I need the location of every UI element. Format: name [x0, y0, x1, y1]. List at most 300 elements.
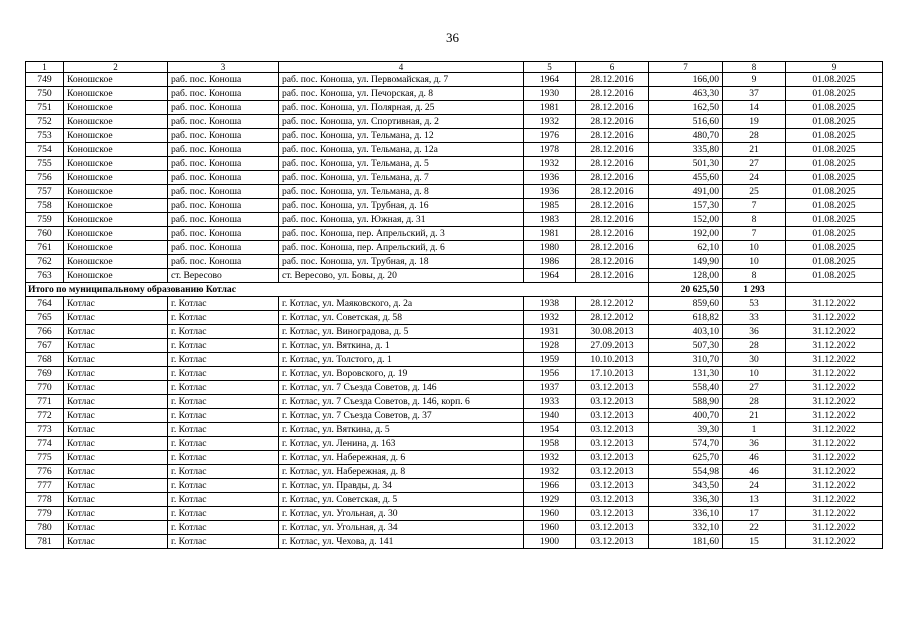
cell-municipality: Котлас [64, 353, 168, 367]
cell-deadline: 31.12.2022 [786, 325, 883, 339]
table-row [26, 199, 883, 213]
cell-recognition-date: 28.12.2016 [576, 227, 649, 241]
cell-area: 400,70 [649, 409, 723, 423]
cell-recognition-date: 03.12.2013 [576, 423, 649, 437]
cell-deadline: 31.12.2022 [786, 465, 883, 479]
cell-recognition-date: 03.12.2013 [576, 451, 649, 465]
cell-locality: г. Котлас [168, 297, 279, 311]
cell-locality: г. Котлас [168, 339, 279, 353]
cell-row-number: 756 [26, 171, 64, 185]
cell-area: 516,60 [649, 115, 723, 129]
cell-address: раб. пос. Коноша, ул. Тельмана, д. 12а [279, 143, 524, 157]
cell-row-number: 775 [26, 451, 64, 465]
cell-residents: 33 [723, 311, 786, 325]
cell-residents: 10 [723, 367, 786, 381]
table-row [26, 255, 883, 269]
cell-residents: 21 [723, 143, 786, 157]
cell-recognition-date: 03.12.2013 [576, 535, 649, 549]
cell-locality: г. Котлас [168, 493, 279, 507]
table-row [26, 493, 883, 507]
table-row [26, 311, 883, 325]
cell-recognition-date: 03.12.2013 [576, 493, 649, 507]
cell-area: 588,90 [649, 395, 723, 409]
cell-deadline: 31.12.2022 [786, 297, 883, 311]
table-row [26, 395, 883, 409]
cell-recognition-date: 03.12.2013 [576, 465, 649, 479]
cell-locality: раб. пос. Коноша [168, 255, 279, 269]
cell-recognition-date: 03.12.2013 [576, 437, 649, 451]
cell-address: г. Котлас, ул. Вяткина, д. 1 [279, 339, 524, 353]
cell-locality: г. Котлас [168, 479, 279, 493]
cell-address: г. Котлас, ул. Набережная, д. 6 [279, 451, 524, 465]
cell-recognition-date: 28.12.2016 [576, 87, 649, 101]
column-header: 4 [279, 62, 524, 73]
cell-locality: г. Котлас [168, 325, 279, 339]
cell-row-number: 778 [26, 493, 64, 507]
table-row [26, 409, 883, 423]
cell-address: г. Котлас, ул. Правды, д. 34 [279, 479, 524, 493]
cell-row-number: 772 [26, 409, 64, 423]
cell-year-built: 1958 [524, 437, 576, 451]
cell-address: г. Котлас, ул. Маяковского, д. 2а [279, 297, 524, 311]
cell-residents: 53 [723, 297, 786, 311]
municipality-total-row [26, 283, 883, 297]
cell-locality: ст. Вересово [168, 269, 279, 283]
cell-residents: 24 [723, 171, 786, 185]
cell-municipality: Котлас [64, 297, 168, 311]
column-header: 1 [26, 62, 64, 73]
cell-address: раб. пос. Коноша, ул. Южная, д. 31 [279, 213, 524, 227]
cell-municipality: Котлас [64, 395, 168, 409]
cell-deadline: 31.12.2022 [786, 437, 883, 451]
cell-locality: раб. пос. Коноша [168, 241, 279, 255]
cell-area: 859,60 [649, 297, 723, 311]
cell-address: г. Котлас, ул. Вяткина, д. 5 [279, 423, 524, 437]
cell-recognition-date: 28.12.2016 [576, 171, 649, 185]
cell-year-built: 1930 [524, 87, 576, 101]
cell-deadline: 01.08.2025 [786, 171, 883, 185]
cell-municipality: Коношское [64, 157, 168, 171]
cell-year-built: 1966 [524, 479, 576, 493]
cell-municipality: Коношское [64, 269, 168, 283]
cell-municipality: Котлас [64, 367, 168, 381]
cell-area: 554,98 [649, 465, 723, 479]
cell-recognition-date: 03.12.2013 [576, 479, 649, 493]
cell-municipality: Коношское [64, 199, 168, 213]
cell-locality: г. Котлас [168, 409, 279, 423]
cell-residents: 24 [723, 479, 786, 493]
cell-deadline: 01.08.2025 [786, 129, 883, 143]
cell-row-number: 780 [26, 521, 64, 535]
cell-year-built: 1986 [524, 255, 576, 269]
cell-municipality: Коношское [64, 87, 168, 101]
housing-register-table [25, 61, 883, 549]
cell-address: г. Котлас, ул. Виноградова, д. 5 [279, 325, 524, 339]
cell-address: раб. пос. Коноша, ул. Тельмана, д. 12 [279, 129, 524, 143]
cell-address: раб. пос. Коноша, ул. Тельмана, д. 8 [279, 185, 524, 199]
cell-row-number: 774 [26, 437, 64, 451]
cell-area: 332,10 [649, 521, 723, 535]
cell-municipality: Котлас [64, 521, 168, 535]
cell-recognition-date: 28.12.2016 [576, 115, 649, 129]
cell-recognition-date: 28.12.2016 [576, 241, 649, 255]
cell-year-built: 1964 [524, 73, 576, 87]
cell-residents: 7 [723, 199, 786, 213]
cell-row-number: 762 [26, 255, 64, 269]
cell-address: г. Котлас, ул. 7 Съезда Советов, д. 146 [279, 381, 524, 395]
cell-area: 152,00 [649, 213, 723, 227]
cell-row-number: 758 [26, 199, 64, 213]
cell-deadline: 31.12.2022 [786, 451, 883, 465]
column-header: 6 [576, 62, 649, 73]
cell-locality: г. Котлас [168, 451, 279, 465]
cell-address: раб. пос. Коноша, ул. Трубная, д. 18 [279, 255, 524, 269]
cell-residents: 28 [723, 339, 786, 353]
cell-address: г. Котлас, ул. Ленина, д. 163 [279, 437, 524, 451]
cell-year-built: 1985 [524, 199, 576, 213]
cell-area: 455,60 [649, 171, 723, 185]
cell-deadline: 31.12.2022 [786, 535, 883, 549]
cell-year-built: 1937 [524, 381, 576, 395]
cell-recognition-date: 28.12.2016 [576, 199, 649, 213]
cell-municipality: Котлас [64, 535, 168, 549]
cell-deadline: 01.08.2025 [786, 213, 883, 227]
cell-row-number: 751 [26, 101, 64, 115]
table-row [26, 479, 883, 493]
cell-recognition-date: 27.09.2013 [576, 339, 649, 353]
total-label: Итого по муниципальному образованию Котлас [26, 283, 649, 297]
cell-residents: 9 [723, 73, 786, 87]
cell-locality: раб. пос. Коноша [168, 157, 279, 171]
cell-address: г. Котлас, ул. Советская, д. 58 [279, 311, 524, 325]
cell-area: 149,90 [649, 255, 723, 269]
cell-recognition-date: 28.12.2016 [576, 269, 649, 283]
cell-address: г. Котлас, ул. Толстого, д. 1 [279, 353, 524, 367]
cell-deadline: 01.08.2025 [786, 73, 883, 87]
cell-deadline: 31.12.2022 [786, 493, 883, 507]
cell-locality: раб. пос. Коноша [168, 115, 279, 129]
cell-locality: г. Котлас [168, 465, 279, 479]
cell-municipality: Коношское [64, 213, 168, 227]
cell-address: раб. пос. Коноша, ул. Тельмана, д. 7 [279, 171, 524, 185]
cell-deadline: 31.12.2022 [786, 507, 883, 521]
cell-residents: 8 [723, 213, 786, 227]
table-row [26, 241, 883, 255]
cell-recognition-date: 03.12.2013 [576, 381, 649, 395]
cell-year-built: 1936 [524, 185, 576, 199]
cell-deadline: 01.08.2025 [786, 227, 883, 241]
table-row [26, 115, 883, 129]
cell-area: 39,30 [649, 423, 723, 437]
cell-row-number: 761 [26, 241, 64, 255]
table-row [26, 171, 883, 185]
cell-area: 558,40 [649, 381, 723, 395]
cell-area: 343,50 [649, 479, 723, 493]
cell-area: 625,70 [649, 451, 723, 465]
cell-year-built: 1956 [524, 367, 576, 381]
cell-year-built: 1960 [524, 507, 576, 521]
cell-area: 574,70 [649, 437, 723, 451]
cell-address: раб. пос. Коноша, ул. Полярная, д. 25 [279, 101, 524, 115]
cell-locality: г. Котлас [168, 521, 279, 535]
cell-address: раб. пос. Коноша, ул. Тельмана, д. 5 [279, 157, 524, 171]
cell-address: г. Котлас, ул. Воровского, д. 19 [279, 367, 524, 381]
cell-area: 618,82 [649, 311, 723, 325]
cell-municipality: Котлас [64, 381, 168, 395]
column-header: 3 [168, 62, 279, 73]
table-row [26, 423, 883, 437]
cell-year-built: 1932 [524, 115, 576, 129]
cell-recognition-date: 03.12.2013 [576, 507, 649, 521]
cell-municipality: Котлас [64, 465, 168, 479]
cell-municipality: Котлас [64, 339, 168, 353]
cell-municipality: Котлас [64, 311, 168, 325]
cell-municipality: Котлас [64, 479, 168, 493]
cell-deadline: 31.12.2022 [786, 311, 883, 325]
cell-municipality: Котлас [64, 437, 168, 451]
cell-row-number: 769 [26, 367, 64, 381]
cell-row-number: 773 [26, 423, 64, 437]
cell-municipality: Коношское [64, 171, 168, 185]
table-row [26, 129, 883, 143]
cell-row-number: 777 [26, 479, 64, 493]
cell-deadline: 31.12.2022 [786, 521, 883, 535]
cell-recognition-date: 03.12.2013 [576, 395, 649, 409]
column-header: 5 [524, 62, 576, 73]
cell-municipality: Котлас [64, 423, 168, 437]
cell-area: 463,30 [649, 87, 723, 101]
cell-recognition-date: 28.12.2012 [576, 297, 649, 311]
cell-row-number: 776 [26, 465, 64, 479]
cell-row-number: 757 [26, 185, 64, 199]
cell-area: 128,00 [649, 269, 723, 283]
cell-area: 336,10 [649, 507, 723, 521]
cell-recognition-date: 28.12.2012 [576, 311, 649, 325]
table-row [26, 297, 883, 311]
cell-area: 491,00 [649, 185, 723, 199]
cell-residents: 28 [723, 129, 786, 143]
table-body [26, 62, 883, 549]
total-area: 20 625,50 [649, 283, 723, 297]
table-row [26, 269, 883, 283]
table-row [26, 227, 883, 241]
cell-deadline: 31.12.2022 [786, 409, 883, 423]
table-row [26, 381, 883, 395]
cell-address: г. Котлас, ул. Угольная, д. 30 [279, 507, 524, 521]
cell-area: 192,00 [649, 227, 723, 241]
cell-year-built: 1933 [524, 395, 576, 409]
cell-residents: 28 [723, 395, 786, 409]
cell-recognition-date: 28.12.2016 [576, 157, 649, 171]
cell-locality: раб. пос. Коноша [168, 129, 279, 143]
table-row [26, 73, 883, 87]
cell-deadline: 01.08.2025 [786, 185, 883, 199]
cell-deadline: 01.08.2025 [786, 269, 883, 283]
table-row [26, 465, 883, 479]
cell-recognition-date: 28.12.2016 [576, 185, 649, 199]
cell-deadline: 31.12.2022 [786, 423, 883, 437]
table-row [26, 535, 883, 549]
cell-municipality: Котлас [64, 409, 168, 423]
cell-recognition-date: 03.12.2013 [576, 521, 649, 535]
cell-locality: раб. пос. Коноша [168, 101, 279, 115]
cell-address: раб. пос. Коноша, пер. Апрельский, д. 6 [279, 241, 524, 255]
cell-deadline: 01.08.2025 [786, 115, 883, 129]
cell-row-number: 763 [26, 269, 64, 283]
cell-locality: раб. пос. Коноша [168, 199, 279, 213]
cell-deadline: 01.08.2025 [786, 241, 883, 255]
cell-residents: 1 [723, 423, 786, 437]
cell-residents: 7 [723, 227, 786, 241]
cell-year-built: 1978 [524, 143, 576, 157]
column-header: 2 [64, 62, 168, 73]
cell-residents: 14 [723, 101, 786, 115]
cell-year-built: 1964 [524, 269, 576, 283]
cell-deadline: 01.08.2025 [786, 199, 883, 213]
cell-row-number: 766 [26, 325, 64, 339]
cell-row-number: 771 [26, 395, 64, 409]
cell-year-built: 1976 [524, 129, 576, 143]
table-row [26, 437, 883, 451]
cell-year-built: 1932 [524, 157, 576, 171]
cell-year-built: 1932 [524, 465, 576, 479]
cell-address: раб. пос. Коноша, пер. Апрельский, д. 3 [279, 227, 524, 241]
cell-address: раб. пос. Коноша, ул. Печорская, д. 8 [279, 87, 524, 101]
cell-year-built: 1929 [524, 493, 576, 507]
table-row [26, 353, 883, 367]
cell-recognition-date: 28.12.2016 [576, 129, 649, 143]
cell-locality: г. Котлас [168, 423, 279, 437]
cell-row-number: 752 [26, 115, 64, 129]
table-row [26, 87, 883, 101]
table-row [26, 143, 883, 157]
cell-municipality: Коношское [64, 255, 168, 269]
cell-locality: раб. пос. Коноша [168, 143, 279, 157]
cell-row-number: 755 [26, 157, 64, 171]
page-number: 36 [446, 30, 459, 45]
cell-area: 336,30 [649, 493, 723, 507]
cell-address: г. Котлас, ул. Советская, д. 5 [279, 493, 524, 507]
cell-area: 335,80 [649, 143, 723, 157]
cell-locality: раб. пос. Коноша [168, 171, 279, 185]
cell-address: г. Котлас, ул. Набережная, д. 8 [279, 465, 524, 479]
cell-recognition-date: 28.12.2016 [576, 255, 649, 269]
cell-recognition-date: 28.12.2016 [576, 143, 649, 157]
cell-municipality: Котлас [64, 451, 168, 465]
cell-residents: 15 [723, 535, 786, 549]
cell-year-built: 1981 [524, 101, 576, 115]
cell-address: г. Котлас, ул. 7 Съезда Советов, д. 37 [279, 409, 524, 423]
cell-year-built: 1932 [524, 311, 576, 325]
cell-residents: 27 [723, 157, 786, 171]
cell-area: 162,50 [649, 101, 723, 115]
cell-row-number: 770 [26, 381, 64, 395]
cell-deadline: 01.08.2025 [786, 101, 883, 115]
table-row [26, 213, 883, 227]
cell-row-number: 753 [26, 129, 64, 143]
cell-address: раб. пос. Коноша, ул. Спортивная, д. 2 [279, 115, 524, 129]
cell-residents: 36 [723, 437, 786, 451]
table-row [26, 157, 883, 171]
table-row [26, 367, 883, 381]
cell-municipality: Коношское [64, 115, 168, 129]
cell-area: 403,10 [649, 325, 723, 339]
cell-address: ст. Вересово, ул. Бовы, д. 20 [279, 269, 524, 283]
cell-residents: 25 [723, 185, 786, 199]
table-row [26, 451, 883, 465]
cell-area: 501,30 [649, 157, 723, 171]
cell-year-built: 1900 [524, 535, 576, 549]
cell-recognition-date: 28.12.2016 [576, 213, 649, 227]
cell-row-number: 754 [26, 143, 64, 157]
cell-year-built: 1959 [524, 353, 576, 367]
cell-locality: г. Котлас [168, 507, 279, 521]
cell-locality: г. Котлас [168, 381, 279, 395]
cell-area: 181,60 [649, 535, 723, 549]
cell-municipality: Коношское [64, 129, 168, 143]
cell-address: г. Котлас, ул. 7 Съезда Советов, д. 146, корп. 6 [279, 395, 524, 409]
cell-recognition-date: 30.08.2013 [576, 325, 649, 339]
cell-recognition-date: 28.12.2016 [576, 101, 649, 115]
cell-deadline: 31.12.2022 [786, 367, 883, 381]
cell-row-number: 749 [26, 73, 64, 87]
cell-recognition-date: 03.12.2013 [576, 409, 649, 423]
cell-year-built: 1960 [524, 521, 576, 535]
cell-deadline: 31.12.2022 [786, 381, 883, 395]
cell-area: 507,30 [649, 339, 723, 353]
table-row [26, 101, 883, 115]
cell-residents: 27 [723, 381, 786, 395]
cell-municipality: Котлас [64, 507, 168, 521]
cell-locality: г. Котлас [168, 367, 279, 381]
cell-deadline: 01.08.2025 [786, 143, 883, 157]
cell-row-number: 767 [26, 339, 64, 353]
cell-year-built: 1936 [524, 171, 576, 185]
cell-address: г. Котлас, ул. Чехова, д. 141 [279, 535, 524, 549]
cell-municipality: Котлас [64, 325, 168, 339]
cell-municipality: Коношское [64, 227, 168, 241]
cell-residents: 8 [723, 269, 786, 283]
cell-locality: раб. пос. Коноша [168, 185, 279, 199]
cell-residents: 30 [723, 353, 786, 367]
cell-deadline: 31.12.2022 [786, 353, 883, 367]
cell-deadline: 31.12.2022 [786, 479, 883, 493]
cell-area: 166,00 [649, 73, 723, 87]
column-number-header-row [26, 62, 883, 73]
cell-row-number: 760 [26, 227, 64, 241]
cell-row-number: 750 [26, 87, 64, 101]
cell-row-number: 764 [26, 297, 64, 311]
cell-deadline: 31.12.2022 [786, 339, 883, 353]
cell-year-built: 1983 [524, 213, 576, 227]
cell-recognition-date: 17.10.2013 [576, 367, 649, 381]
cell-deadline: 31.12.2022 [786, 395, 883, 409]
column-header: 7 [649, 62, 723, 73]
column-header: 8 [723, 62, 786, 73]
cell-area: 310,70 [649, 353, 723, 367]
cell-row-number: 765 [26, 311, 64, 325]
table-row [26, 325, 883, 339]
cell-municipality: Коношское [64, 73, 168, 87]
column-header: 9 [786, 62, 883, 73]
cell-residents: 10 [723, 241, 786, 255]
cell-locality: г. Котлас [168, 311, 279, 325]
cell-municipality: Котлас [64, 493, 168, 507]
cell-locality: г. Котлас [168, 353, 279, 367]
cell-year-built: 1932 [524, 451, 576, 465]
cell-residents: 36 [723, 325, 786, 339]
cell-row-number: 781 [26, 535, 64, 549]
